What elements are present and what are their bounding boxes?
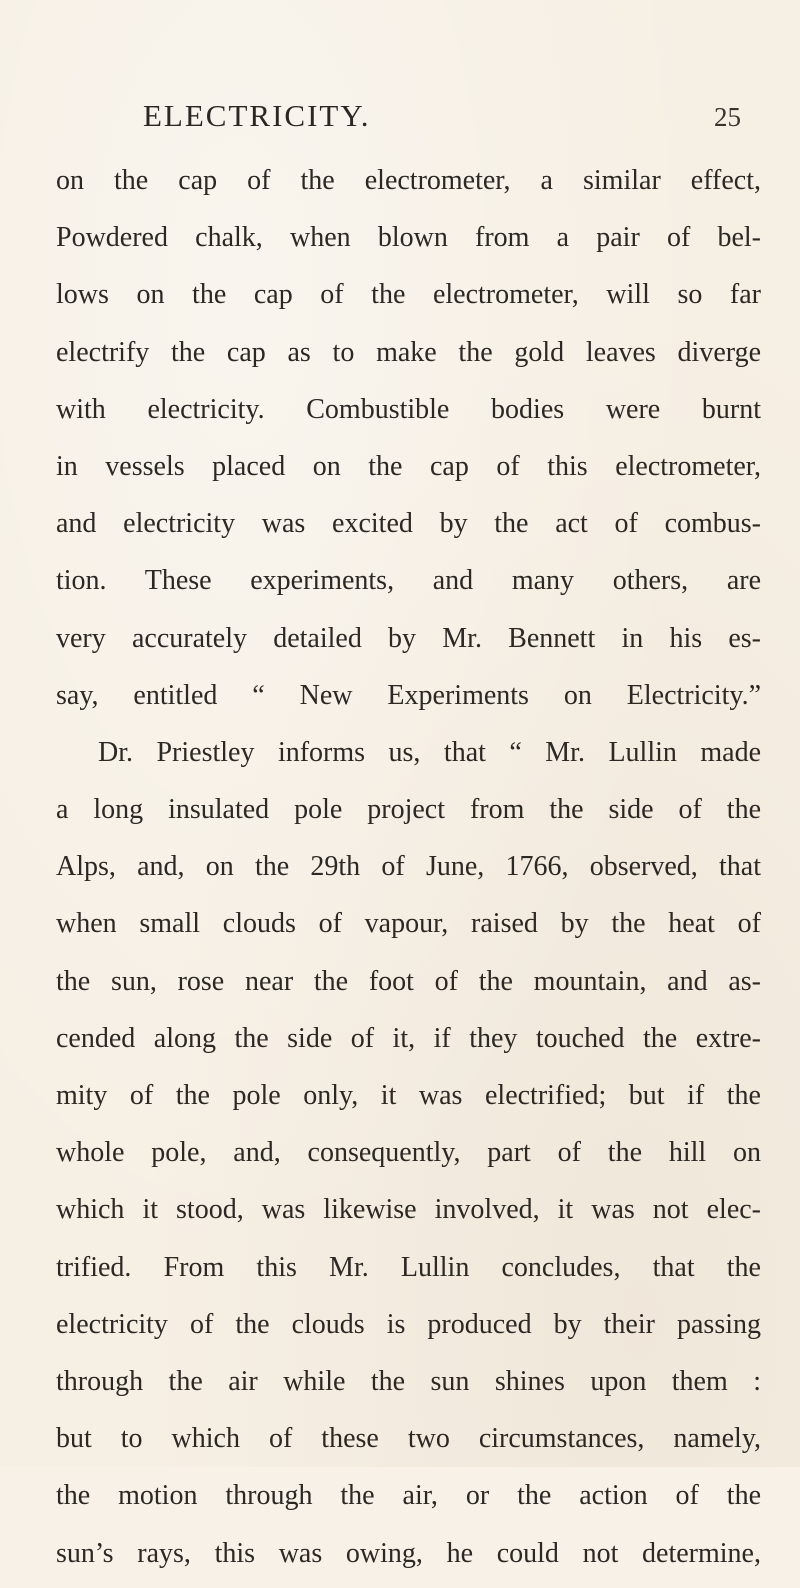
text-line: which it stood, was likewise involved, it was not elec-: [56, 1194, 761, 1226]
text-line: Dr. Priestley informs us, that “ Mr. Lullin made: [98, 736, 761, 768]
text-line: lows on the cap of the electrometer, will so far: [56, 279, 761, 311]
text-line: when small clouds of vapour, raised by the heat of: [56, 908, 761, 940]
text-line: the sun, rose near the foot of the mountain, and as-: [56, 965, 761, 997]
body-text: [56, 158, 761, 1588]
text-line: electrify the cap as to make the gold leaves diverge: [56, 336, 761, 368]
text-line: Alps, and, on the 29th of June, 1766, observed, that: [56, 851, 761, 883]
text-line: a long insulated pole project from the side of the: [56, 794, 761, 826]
text-line: tion. These experiments, and many others, are: [56, 565, 761, 597]
text-line: say, entitled “ New Experiments on Electricity.”: [56, 679, 761, 711]
text-line: with electricity. Combustible bodies were burnt: [56, 393, 761, 425]
text-line: on the cap of the electrometer, a similar effect,: [56, 165, 761, 196]
text-line: whole pole, and, consequently, part of the hill on: [56, 1137, 761, 1169]
page-header: [0, 98, 800, 138]
text-line: and electricity was excited by the act of combus-: [56, 508, 761, 540]
running-head: ELECTRICITY.: [143, 98, 371, 133]
text-line: the motion through the air, or the action of the: [56, 1480, 761, 1512]
text-line: cended along the side of it, if they touched the extre-: [56, 1022, 761, 1054]
text-line: mity of the pole only, it was electrified; but if the: [56, 1080, 761, 1111]
text-line: Powdered chalk, when blown from a pair of bel-: [56, 222, 761, 254]
text-line: in vessels placed on the cap of this electrometer,: [56, 450, 761, 482]
text-line: very accurately detailed by Mr. Bennett in his es-: [56, 622, 761, 654]
text-line: trified. From this Mr. Lullin concludes, that the: [56, 1251, 761, 1283]
text-line: through the air while the sun shines upon them :: [56, 1365, 761, 1397]
text-line: electricity of the clouds is produced by their passing: [56, 1308, 761, 1340]
page-number: 25: [714, 102, 741, 132]
text-line: sun’s rays, this was owing, he could not determine,: [56, 1537, 761, 1569]
text-line: but to which of these two circumstances, namely,: [56, 1423, 761, 1455]
